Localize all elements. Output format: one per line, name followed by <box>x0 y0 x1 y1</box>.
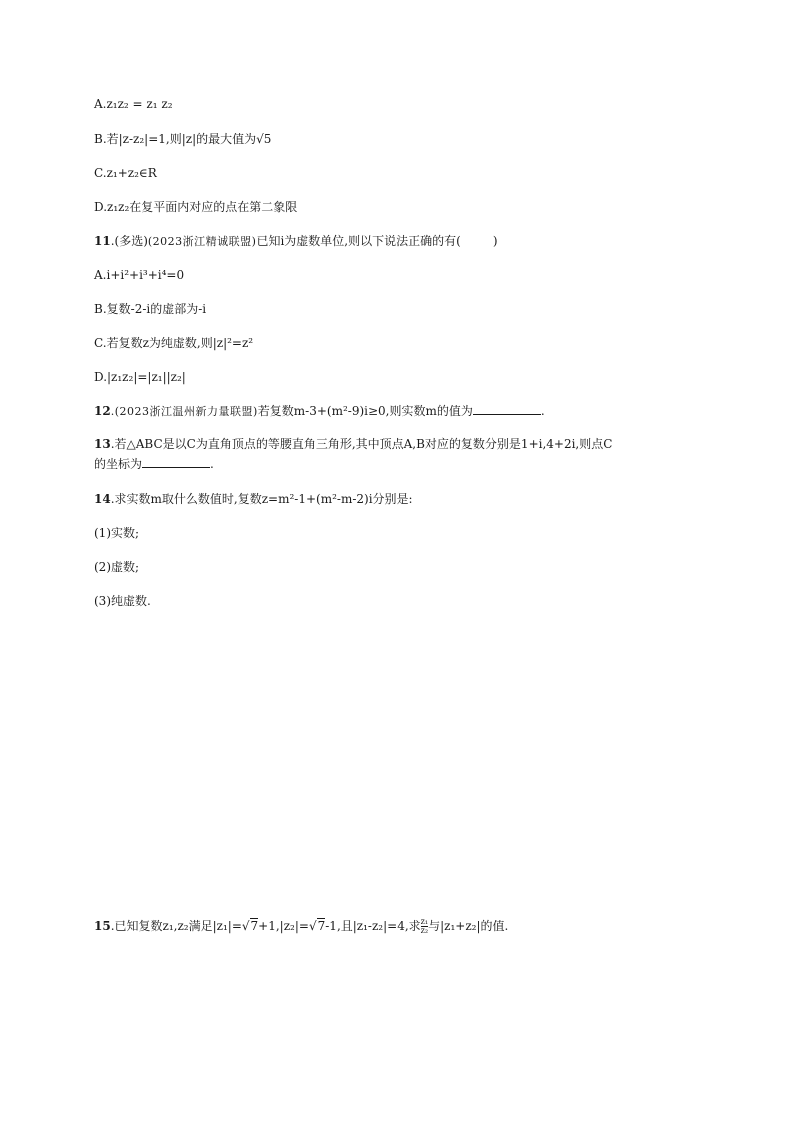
q14-part-3: (3)纯虚数. <box>94 594 151 608</box>
question-15: 15.已知复数z₁,z₂满足|z₁|=√7+1,|z₂|=√7-1,且|z₁-z₂|=4,求 $\frac{\text{z₁}}{\text{z₂}}$ 与|z₁+z₂|的值. <box>94 917 509 935</box>
q15-stem-a: .已知复数z₁,z₂满足|z₁|= <box>110 919 242 933</box>
q10-option-b: B.若|z-z₂|=1,则|z|的最大值为√5 <box>94 132 272 146</box>
q13-line2: 的坐标为 <box>94 457 143 471</box>
q12-number: 12 <box>94 404 111 418</box>
q13-line1: .若△ABC是以C为直角顶点的等腰直角三角形,其中顶点A,B对应的复数分别是1+i,4+2i,则点C <box>110 437 613 451</box>
q13-number: 13 <box>94 437 111 451</box>
question-12 <box>94 402 545 420</box>
question-13-line1 <box>94 436 612 452</box>
q10-option-d: D.z₁z₂在复平面内对应的点在第二象限 <box>94 200 298 214</box>
q15-sqrt-2: 7 <box>317 919 326 933</box>
q11-number: 11 <box>94 234 111 248</box>
q11-stem: 已知i为虚数单位,则以下说法正确的有( <box>256 234 461 248</box>
q12-end: . <box>540 404 545 418</box>
q10-option-c: C.z₁+z₂∈R <box>94 166 157 180</box>
q15-stem-c: -1,且|z₁-z₂|=4,求 <box>325 919 421 933</box>
question-14 <box>94 491 413 507</box>
q15-sqrt-1: 7 <box>250 919 259 933</box>
q11-option-a: A.i+i²+i³+i⁴=0 <box>94 268 185 282</box>
q11-stem-end: ) <box>492 234 498 248</box>
q12-source: .(2023浙江温州新力量联盟) <box>110 405 258 418</box>
question-11 <box>94 233 498 250</box>
q11-option-b: B.复数-2-i的虚部为-i <box>94 302 207 316</box>
q10-option-a: A.z₁z₂ = z₁ z₂ <box>94 97 173 111</box>
q15-frac-num: z₁ <box>420 917 429 926</box>
q15-stem-d: 与|z₁+z₂|的值. <box>428 919 509 933</box>
q14-part-2: (2)虚数; <box>94 560 140 574</box>
q15-frac-den: z₂ <box>420 926 429 935</box>
q11-source: (2023浙江精诚联盟) <box>147 235 257 248</box>
q13-answer-blank[interactable] <box>142 455 210 468</box>
q15-fraction <box>421 918 428 935</box>
q12-stem: 若复数m-3+(m²-9)i≥0,则实数m的值为 <box>257 404 473 418</box>
q14-number: 14 <box>94 492 111 506</box>
q14-stem: .求实数m取什么数值时,复数z=m²-1+(m²-m-2)i分别是: <box>110 492 413 506</box>
q13-end: . <box>210 457 214 471</box>
q15-number: 15 <box>94 919 111 933</box>
q14-part-1: (1)实数; <box>94 526 140 540</box>
q15-stem-b: +1,|z₂|= <box>258 919 309 933</box>
q12-answer-blank[interactable] <box>473 402 541 415</box>
q11-option-c: C.若复数z为纯虚数,则|z|²=z² <box>94 336 254 350</box>
q11-prefix: .(多选) <box>110 234 148 248</box>
q11-option-d: D.|z₁z₂|=|z₁||z₂| <box>94 370 186 384</box>
question-13-line2 <box>94 455 214 472</box>
